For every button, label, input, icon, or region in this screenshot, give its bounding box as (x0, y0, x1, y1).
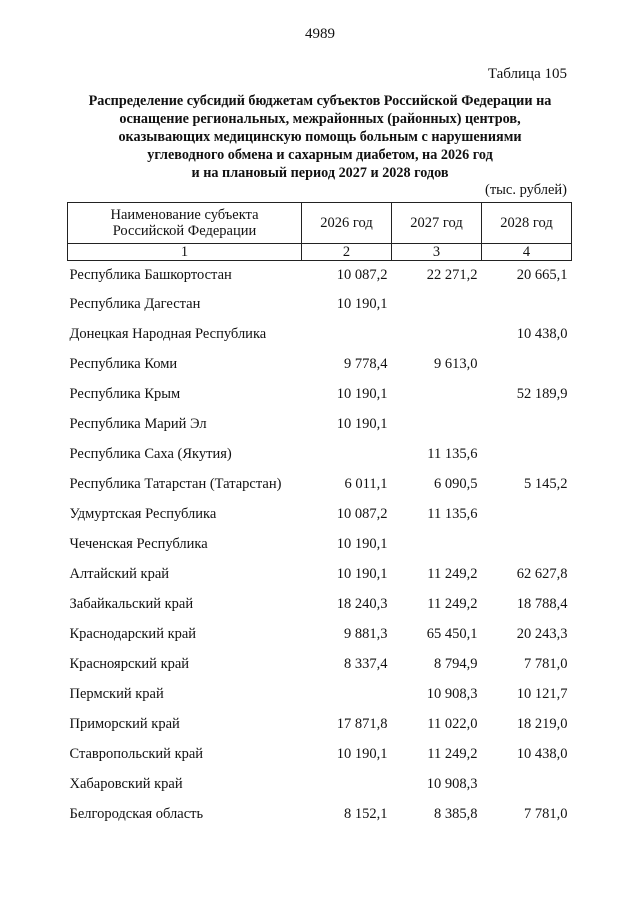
region-name-cell: Забайкальский край (69, 595, 194, 612)
value-2026-cell: 9 778,4 (344, 355, 388, 372)
subsidy-table (67, 202, 572, 829)
table-row (68, 319, 572, 349)
value-2028-cell (482, 349, 572, 379)
value-2028-cell: 7 781,0 (524, 805, 568, 822)
column-number: 1 (68, 244, 302, 261)
table-row (68, 379, 572, 409)
table-row (68, 349, 572, 379)
value-2027-cell: 11 249,2 (427, 595, 478, 612)
region-name-cell: Приморский край (69, 715, 180, 732)
value-2026-cell: 10 190,1 (336, 565, 388, 582)
value-2028-cell: 10 438,0 (516, 745, 568, 762)
value-2026-cell (302, 769, 392, 799)
value-2027-cell (392, 409, 482, 439)
header-region-line1: Наименование субъекта (110, 207, 259, 223)
value-2028-cell (482, 769, 572, 799)
value-2026-cell: 10 190,1 (336, 535, 388, 552)
table-row (68, 709, 572, 739)
table-row (68, 261, 572, 290)
column-number: 4 (482, 244, 572, 261)
value-2026-cell: 9 881,3 (344, 625, 388, 642)
header-2026: 2026 год (302, 203, 392, 244)
region-name-cell: Донецкая Народная Республика (69, 325, 267, 342)
value-2027-cell (392, 289, 482, 319)
value-2028-cell (482, 499, 572, 529)
table-row (68, 739, 572, 769)
value-2028-cell: 7 781,0 (524, 655, 568, 672)
region-name-cell: Белгородская область (69, 805, 204, 822)
value-2027-cell: 8 794,9 (434, 655, 478, 672)
region-name-cell: Удмуртская Республика (69, 505, 217, 522)
value-2027-cell: 65 450,1 (426, 625, 478, 642)
value-2026-cell: 10 190,1 (336, 385, 388, 402)
value-2028-cell: 18 788,4 (516, 595, 568, 612)
value-2028-cell (482, 439, 572, 469)
value-2028-cell: 10 121,7 (516, 685, 568, 702)
page-number: 4989 (305, 26, 335, 42)
header-region-name (68, 203, 302, 244)
value-2027-cell: 9 613,0 (434, 355, 478, 372)
value-2026-cell: 10 190,1 (336, 295, 388, 312)
value-2027-cell: 6 090,5 (434, 475, 478, 492)
table-row (68, 619, 572, 649)
value-2026-cell (302, 319, 392, 349)
value-2028-cell: 5 145,2 (524, 475, 568, 492)
value-2026-cell: 10 087,2 (336, 505, 388, 522)
region-name-cell: Алтайский край (69, 565, 170, 582)
value-2026-cell: 10 087,2 (336, 266, 388, 283)
header-2027: 2027 год (392, 203, 482, 244)
table-row (68, 499, 572, 529)
value-2028-cell: 10 438,0 (516, 325, 568, 342)
region-name-cell: Пермский край (69, 685, 164, 702)
value-2027-cell: 10 908,3 (426, 775, 478, 792)
region-name-cell: Краснодарский край (69, 625, 197, 642)
value-2028-cell: 20 665,1 (516, 266, 568, 283)
table-row (68, 769, 572, 799)
value-2028-cell (482, 409, 572, 439)
region-name-cell: Республика Марий Эл (69, 415, 207, 432)
value-2027-cell (392, 319, 482, 349)
header-2028: 2028 год (482, 203, 572, 244)
title-line: Распределение субсидий бюджетам субъектов Российской Федерации на (88, 93, 552, 109)
value-2026-cell: 18 240,3 (336, 595, 388, 612)
value-2028-cell (482, 529, 572, 559)
region-name-cell: Республика Дагестан (69, 295, 201, 312)
table-row (68, 679, 572, 709)
column-number: 2 (302, 244, 392, 261)
units-label: (тыс. рублей) (485, 182, 567, 198)
region-name-cell: Хабаровский край (69, 775, 183, 792)
value-2027-cell: 8 385,8 (434, 805, 478, 822)
table-row (68, 529, 572, 559)
value-2028-cell: 62 627,8 (516, 565, 568, 582)
value-2026-cell: 10 190,1 (336, 745, 388, 762)
value-2027-cell: 11 135,6 (427, 445, 478, 462)
region-name-cell: Республика Саха (Якутия) (69, 445, 232, 462)
table-row (68, 469, 572, 499)
value-2028-cell: 52 189,9 (516, 385, 568, 402)
header-region-line2: Российской Федерации (112, 223, 257, 239)
table-label: Таблица 105 (487, 66, 567, 82)
value-2026-cell: 6 011,1 (344, 475, 388, 492)
value-2028-cell (482, 289, 572, 319)
table-row (68, 559, 572, 589)
value-2027-cell: 10 908,3 (426, 685, 478, 702)
value-2026-cell (302, 679, 392, 709)
value-2027-cell: 11 022,0 (427, 715, 478, 732)
title-line: и на плановый период 2027 и 2028 годов (191, 165, 449, 181)
value-2026-cell: 10 190,1 (336, 415, 388, 432)
table-row (68, 799, 572, 829)
value-2028-cell: 18 219,0 (516, 715, 568, 732)
region-name-cell: Республика Башкортостан (69, 266, 232, 283)
title-line: оснащение региональных, межрайонных (районных) центров, (119, 111, 521, 127)
value-2027-cell: 11 249,2 (427, 745, 478, 762)
table-row (68, 589, 572, 619)
value-2027-cell: 11 135,6 (427, 505, 478, 522)
table-row (68, 649, 572, 679)
region-name-cell: Республика Коми (69, 355, 178, 372)
region-name-cell: Республика Татарстан (Татарстан) (69, 475, 282, 492)
region-name-cell: Республика Крым (69, 385, 181, 402)
value-2027-cell (392, 379, 482, 409)
region-name-cell: Ставропольский край (69, 745, 204, 762)
table-row (68, 439, 572, 469)
table-row (68, 289, 572, 319)
table-title (60, 92, 580, 182)
table-row (68, 409, 572, 439)
value-2027-cell: 22 271,2 (426, 266, 478, 283)
value-2028-cell: 20 243,3 (516, 625, 568, 642)
column-number: 3 (392, 244, 482, 261)
title-line: углеводного обмена и сахарным диабетом, на 2026 год (147, 147, 493, 163)
header-row (68, 203, 572, 244)
value-2027-cell: 11 249,2 (427, 565, 478, 582)
value-2026-cell: 17 871,8 (336, 715, 388, 732)
region-name-cell: Красноярский край (69, 655, 190, 672)
value-2026-cell: 8 152,1 (344, 805, 388, 822)
title-line: оказывающих медицинскую помощь больным с нарушениями (118, 129, 522, 145)
value-2026-cell: 8 337,4 (344, 655, 388, 672)
region-name-cell: Чеченская Республика (69, 535, 208, 552)
value-2026-cell (302, 439, 392, 469)
value-2027-cell (392, 529, 482, 559)
column-number-row (68, 244, 572, 261)
